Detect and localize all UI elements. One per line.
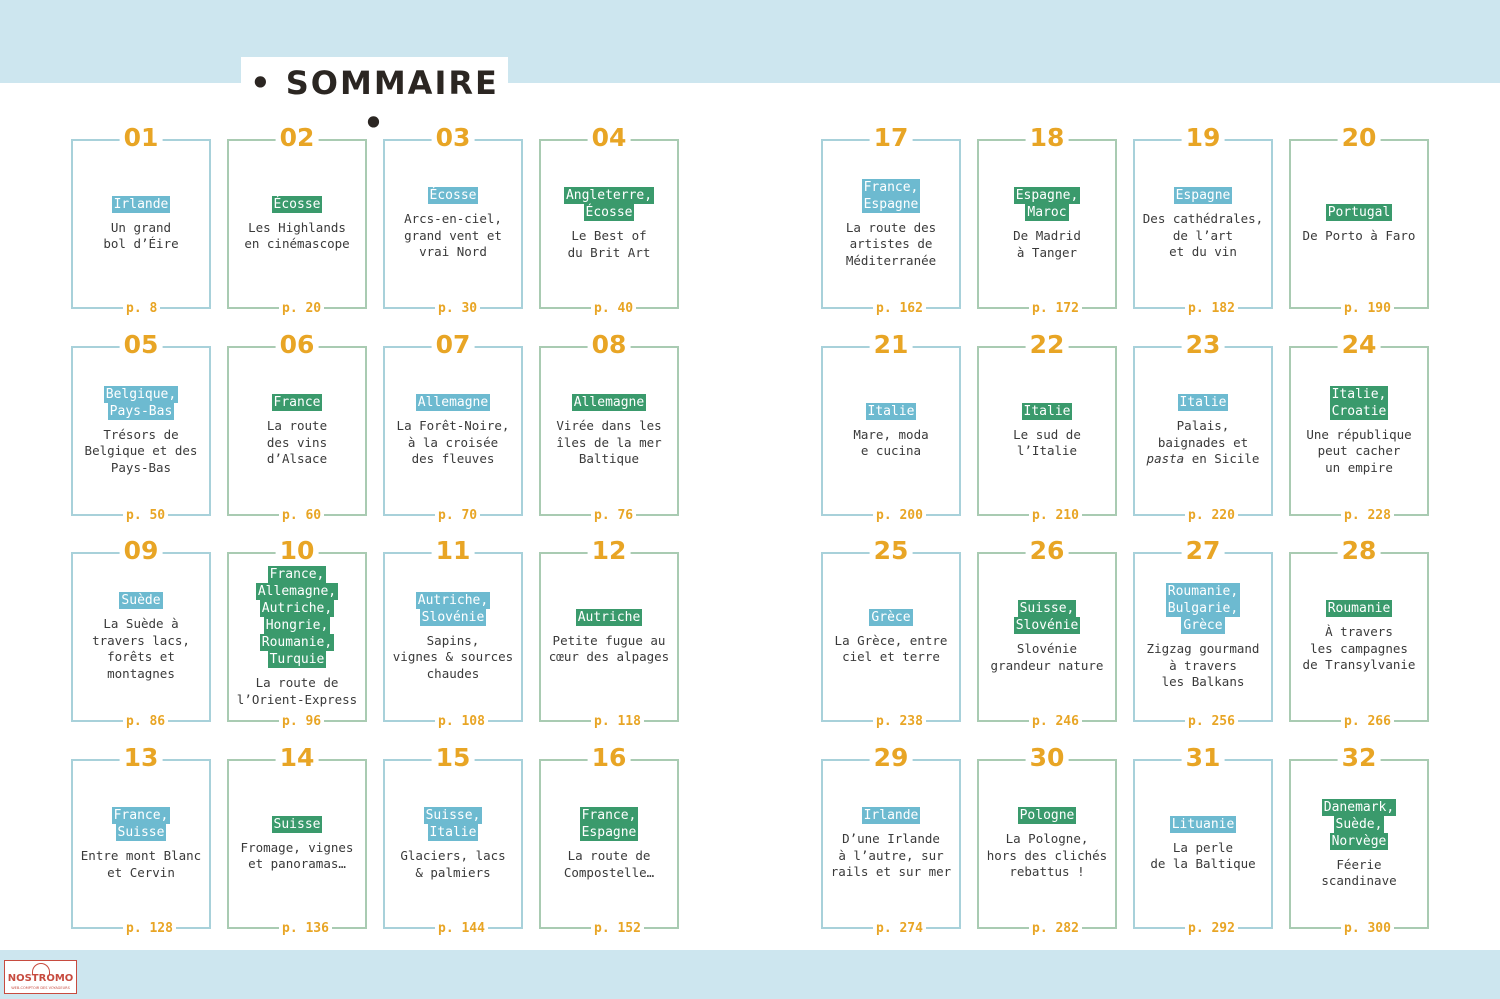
entry-description: Un grand bol d’Éire xyxy=(103,219,179,251)
page-number: p. 200 xyxy=(873,508,926,524)
country-tag: Autriche xyxy=(577,609,641,625)
country-tag: Autriche, xyxy=(261,601,333,616)
entry-body xyxy=(823,775,959,913)
country-tag: Espagne xyxy=(863,196,919,212)
entry-number: 01 xyxy=(120,123,163,153)
entry-description: D’une Irlande à l’autre, sur rails et sur mer xyxy=(830,831,952,880)
page-number: p. 274 xyxy=(873,921,926,937)
top-band xyxy=(0,0,1500,83)
country-tags xyxy=(1018,807,1077,824)
page-number: p. 172 xyxy=(1029,301,1082,317)
toc-entry[interactable] xyxy=(977,123,1117,316)
entry-number: 03 xyxy=(432,123,475,153)
page-number: p. 266 xyxy=(1341,714,1394,730)
entry-description: Petite fugue au cœur des alpages xyxy=(548,632,670,664)
entry-number: 27 xyxy=(1182,536,1225,566)
country-tags xyxy=(576,609,643,626)
country-tag: Croatie xyxy=(1331,403,1387,419)
country-tags xyxy=(564,187,654,221)
country-tag: Suisse, xyxy=(425,808,481,823)
country-tags xyxy=(1326,204,1393,221)
country-tag: Écosse xyxy=(585,205,633,220)
page-number: p. 220 xyxy=(1185,508,1238,524)
country-tag: Hongrie, xyxy=(265,618,329,633)
entry-number: 28 xyxy=(1338,536,1381,566)
entry-number: 14 xyxy=(276,743,319,773)
country-tags xyxy=(1322,799,1396,850)
entry-number: 30 xyxy=(1026,743,1069,773)
page-number: p. 50 xyxy=(123,508,168,524)
country-tag: France, xyxy=(863,179,919,195)
country-tag: Norvège xyxy=(1331,833,1387,849)
entry-number: 02 xyxy=(276,123,319,153)
page-number: p. 256 xyxy=(1185,714,1238,730)
entry-description: Virée dans les îles de la mer Baltique xyxy=(556,418,662,467)
entry-number: 29 xyxy=(870,743,913,773)
entry-body xyxy=(979,155,1115,293)
entry-number: 07 xyxy=(432,330,475,360)
toc-entry[interactable] xyxy=(821,536,961,729)
page-number: p. 182 xyxy=(1185,301,1238,317)
toc-entry[interactable] xyxy=(539,330,679,523)
entry-description: Le Best of du Brit Art xyxy=(567,228,651,260)
toc-entry[interactable] xyxy=(227,743,367,936)
toc-entry[interactable] xyxy=(1133,330,1273,523)
entry-description: La route des artistes de Méditerranée xyxy=(845,219,937,268)
bottom-band xyxy=(0,950,1500,999)
country-tag: Maroc xyxy=(1027,205,1067,220)
entry-description: Les Highlands en cinémascope xyxy=(244,219,350,251)
page-number: p. 282 xyxy=(1029,921,1082,937)
entry-body xyxy=(541,775,677,913)
country-tags xyxy=(1166,583,1240,634)
toc-entry[interactable] xyxy=(227,123,367,316)
entry-description: La Suède à travers lacs, forêts et montagnes xyxy=(92,616,190,681)
entry-body xyxy=(73,568,209,706)
entry-body xyxy=(73,775,209,913)
page-title: • SOMMAIRE • xyxy=(250,64,499,142)
country-tag: Grèce xyxy=(1183,618,1223,634)
country-tag: Grèce xyxy=(871,609,911,625)
country-tag: Espagne, xyxy=(1015,188,1079,203)
entry-body xyxy=(229,155,365,293)
entry-body xyxy=(979,568,1115,706)
entry-description: Palais, baignades et pasta en Sicile xyxy=(1146,418,1260,467)
entry-body xyxy=(979,362,1115,500)
country-tag: Écosse xyxy=(273,196,321,212)
country-tags xyxy=(424,807,483,841)
entry-body xyxy=(1291,362,1427,500)
toc-entry[interactable] xyxy=(383,330,523,523)
entry-description: La route de Compostelle… xyxy=(563,848,655,880)
entry-description: Trésors de Belgique et des Pays-Bas xyxy=(84,426,198,475)
country-tag: Suède, xyxy=(1335,816,1383,832)
entry-body xyxy=(1291,155,1427,293)
entry-description: La Pologne, hors des clichés rebattus ! xyxy=(986,831,1108,880)
country-tag: Roumanie, xyxy=(261,635,333,650)
entry-body xyxy=(229,362,365,500)
entry-body xyxy=(823,568,959,706)
toc-entry[interactable] xyxy=(1289,536,1429,729)
entry-number: 21 xyxy=(870,330,913,360)
entry-number: 12 xyxy=(588,536,631,566)
entry-number: 23 xyxy=(1182,330,1225,360)
country-tags xyxy=(428,187,479,204)
country-tags xyxy=(866,403,917,420)
country-tag: Italie xyxy=(1179,395,1227,411)
country-tag: Bulgarie, xyxy=(1167,601,1239,617)
country-tag: Écosse xyxy=(429,188,477,204)
entry-body xyxy=(229,568,365,706)
entry-description: Une république peut cacher un empire xyxy=(1306,426,1412,475)
page-number: p. 108 xyxy=(435,714,488,730)
country-tag: Irlande xyxy=(863,808,919,824)
entry-body xyxy=(229,775,365,913)
country-tag: Pays-Bas xyxy=(109,403,173,419)
country-tags xyxy=(1174,187,1233,204)
country-tags xyxy=(1326,600,1393,617)
page-number: p. 228 xyxy=(1341,508,1394,524)
country-tag: Espagne xyxy=(1175,188,1231,204)
country-tag: France xyxy=(273,395,321,411)
country-tag: Italie xyxy=(1023,403,1071,419)
entry-number: 08 xyxy=(588,330,631,360)
country-tag: Espagne xyxy=(581,825,637,840)
entry-body xyxy=(541,155,677,293)
country-tag: Roumanie, xyxy=(1167,584,1239,600)
entry-description: La route de l’Orient-Express xyxy=(236,675,358,707)
country-tags xyxy=(416,592,490,626)
page-number: p. 238 xyxy=(873,714,926,730)
entry-description: Entre mont Blanc et Cervin xyxy=(80,848,202,880)
entry-description: Fromage, vignes et panoramas… xyxy=(240,839,354,871)
page-number: p. 136 xyxy=(279,921,332,937)
page-number: p. 190 xyxy=(1341,301,1394,317)
toc-entry[interactable] xyxy=(71,536,211,729)
country-tags xyxy=(869,609,912,626)
entry-body xyxy=(1291,775,1427,913)
toc-entry[interactable] xyxy=(71,743,211,936)
entry-description: Des cathédrales, de l’art et du vin xyxy=(1142,211,1264,260)
entry-number: 10 xyxy=(276,536,319,566)
toc-entry[interactable] xyxy=(1133,743,1273,936)
country-tag: Allemagne xyxy=(417,395,489,411)
page-number: p. 40 xyxy=(591,301,636,317)
toc-entry[interactable] xyxy=(977,536,1117,729)
entry-body xyxy=(73,155,209,293)
page-number: p. 76 xyxy=(591,508,636,524)
page-number: p. 300 xyxy=(1341,921,1394,937)
logo-tagline: WEB-COMPTOIR DES VOYAGEURS xyxy=(11,986,70,990)
entry-number: 11 xyxy=(432,536,475,566)
entry-body xyxy=(73,362,209,500)
page-number: p. 8 xyxy=(123,301,160,317)
toc-entry[interactable] xyxy=(1289,330,1429,523)
country-tags xyxy=(112,807,171,841)
country-tags xyxy=(104,386,178,420)
page-number: p. 292 xyxy=(1185,921,1238,937)
country-tag: Irlande xyxy=(113,196,169,212)
country-tag: Autriche, xyxy=(417,592,489,608)
page-number: p. 210 xyxy=(1029,508,1082,524)
entry-body xyxy=(385,568,521,706)
entry-description: À travers les campagnes de Transylvanie xyxy=(1302,624,1416,673)
entry-body xyxy=(823,362,959,500)
country-tag: France, xyxy=(581,808,637,823)
country-tags xyxy=(572,394,646,411)
entry-number: 19 xyxy=(1182,123,1225,153)
page-number: p. 162 xyxy=(873,301,926,317)
toc-entry[interactable] xyxy=(977,330,1117,523)
entry-description: Sapins, vignes & sources chaudes xyxy=(392,632,514,681)
page-number: p. 118 xyxy=(591,714,644,730)
toc-entry[interactable] xyxy=(383,536,523,729)
page-number: p. 144 xyxy=(435,921,488,937)
country-tags xyxy=(1014,600,1081,634)
country-tags xyxy=(1330,386,1389,420)
page-number: p. 86 xyxy=(123,714,168,730)
entry-number: 31 xyxy=(1182,743,1225,773)
entry-body xyxy=(385,775,521,913)
country-tag: Slovénie xyxy=(421,609,485,625)
entry-number: 22 xyxy=(1026,330,1069,360)
toc-entry[interactable] xyxy=(539,536,679,729)
toc-entry[interactable] xyxy=(821,743,961,936)
entry-description: Zigzag gourmand à travers les Balkans xyxy=(1146,641,1260,690)
entry-number: 18 xyxy=(1026,123,1069,153)
entry-number: 05 xyxy=(120,330,163,360)
country-tag: Suède xyxy=(121,593,161,608)
entry-description: Glaciers, lacs & palmiers xyxy=(400,848,506,880)
entry-body xyxy=(385,155,521,293)
toc-entry[interactable] xyxy=(71,330,211,523)
country-tag: Italie, xyxy=(1331,386,1387,402)
entry-body xyxy=(541,362,677,500)
entry-body xyxy=(979,775,1115,913)
country-tags xyxy=(272,394,323,411)
country-tags xyxy=(862,807,921,824)
toc-entry[interactable] xyxy=(1133,536,1273,729)
entry-body xyxy=(1135,155,1271,293)
entry-number: 13 xyxy=(120,743,163,773)
entry-number: 20 xyxy=(1338,123,1381,153)
country-tag: Suisse xyxy=(273,816,321,832)
entry-description: Arcs-en-ciel, grand vent et vrai Nord xyxy=(404,211,502,260)
toc-entry[interactable] xyxy=(1289,743,1429,936)
toc-entry[interactable] xyxy=(977,743,1117,936)
country-tags xyxy=(272,816,323,833)
entry-description: Féerie scandinave xyxy=(1321,856,1397,888)
entry-description: La perle de la Baltique xyxy=(1150,839,1256,871)
country-tags xyxy=(416,394,490,411)
entry-description: La Grèce, entre ciel et terre xyxy=(834,632,948,664)
nostromo-logo xyxy=(4,960,77,994)
country-tag: Portugal xyxy=(1327,204,1391,220)
country-tags xyxy=(1014,187,1081,221)
country-tags xyxy=(1170,816,1237,833)
entry-body xyxy=(541,568,677,706)
entry-number: 09 xyxy=(120,536,163,566)
country-tags xyxy=(1178,394,1229,411)
entry-body xyxy=(1291,568,1427,706)
country-tags xyxy=(580,807,639,841)
country-tag: Belgique, xyxy=(105,386,177,402)
page-number: p. 246 xyxy=(1029,714,1082,730)
page-number: p. 60 xyxy=(279,508,324,524)
country-tags xyxy=(272,196,323,213)
entry-number: 17 xyxy=(870,123,913,153)
country-tag: Suisse, xyxy=(1019,601,1075,616)
country-tags xyxy=(1022,403,1073,420)
toc-entry[interactable] xyxy=(821,330,961,523)
toc-entry[interactable] xyxy=(1289,123,1429,316)
country-tag: Italie xyxy=(867,403,915,419)
entry-number: 16 xyxy=(588,743,631,773)
country-tag: Roumanie xyxy=(1327,601,1391,617)
entry-number: 24 xyxy=(1338,330,1381,360)
toc-entry[interactable] xyxy=(539,123,679,316)
toc-entry[interactable] xyxy=(383,743,523,936)
country-tag: Italie xyxy=(429,825,477,840)
country-tag: Allemagne xyxy=(573,395,645,411)
entry-description: De Porto à Faro xyxy=(1302,227,1416,243)
entry-body xyxy=(823,155,959,293)
entry-body xyxy=(1135,568,1271,706)
toc-entry[interactable] xyxy=(539,743,679,936)
country-tag: Pologne xyxy=(1019,808,1075,824)
country-tag: Angleterre, xyxy=(565,188,653,203)
entry-description: Mare, moda e cucina xyxy=(853,426,929,458)
country-tags xyxy=(862,179,921,213)
page-number: p. 96 xyxy=(279,714,324,730)
page-number: p. 20 xyxy=(279,301,324,317)
entry-description: Le sud de l’Italie xyxy=(1013,426,1081,458)
toc-entry[interactable] xyxy=(821,123,961,316)
country-tag: Danemark, xyxy=(1323,799,1395,815)
entry-description: La route des vins d’Alsace xyxy=(266,418,328,467)
entry-number: 06 xyxy=(276,330,319,360)
toc-entry[interactable] xyxy=(1133,123,1273,316)
country-tag: France, xyxy=(113,808,169,823)
entry-number: 15 xyxy=(432,743,475,773)
entry-body xyxy=(1135,362,1271,500)
country-tags xyxy=(112,196,171,213)
country-tag: Lituanie xyxy=(1171,816,1235,832)
country-tag: France, xyxy=(269,567,325,582)
page-number: p. 128 xyxy=(123,921,176,937)
entry-description: De Madrid à Tanger xyxy=(1013,228,1081,260)
toc-entry[interactable] xyxy=(383,123,523,316)
entry-body xyxy=(385,362,521,500)
entry-body xyxy=(1135,775,1271,913)
page-number: p. 70 xyxy=(435,508,480,524)
entry-number: 04 xyxy=(588,123,631,153)
toc-entry[interactable] xyxy=(71,123,211,316)
country-tag: Slovénie xyxy=(1015,618,1079,633)
entry-description: La Forêt-Noire, à la croisée des fleuves xyxy=(396,418,510,467)
entry-number: 25 xyxy=(870,536,913,566)
page-number: p. 30 xyxy=(435,301,480,317)
country-tags xyxy=(256,566,338,668)
book-spread xyxy=(0,83,1500,950)
page-number: p. 152 xyxy=(591,921,644,937)
entry-description: Slovénie grandeur nature xyxy=(990,641,1104,673)
country-tag: Allemagne, xyxy=(257,584,337,599)
country-tag: Suisse xyxy=(117,825,165,840)
toc-entry[interactable] xyxy=(227,536,367,729)
entry-number: 32 xyxy=(1338,743,1381,773)
country-tag: Turquie xyxy=(269,652,325,667)
toc-entry[interactable] xyxy=(227,330,367,523)
country-tags xyxy=(119,592,162,609)
logo-name: NOSTROMO xyxy=(7,973,74,984)
entry-number: 26 xyxy=(1026,536,1069,566)
